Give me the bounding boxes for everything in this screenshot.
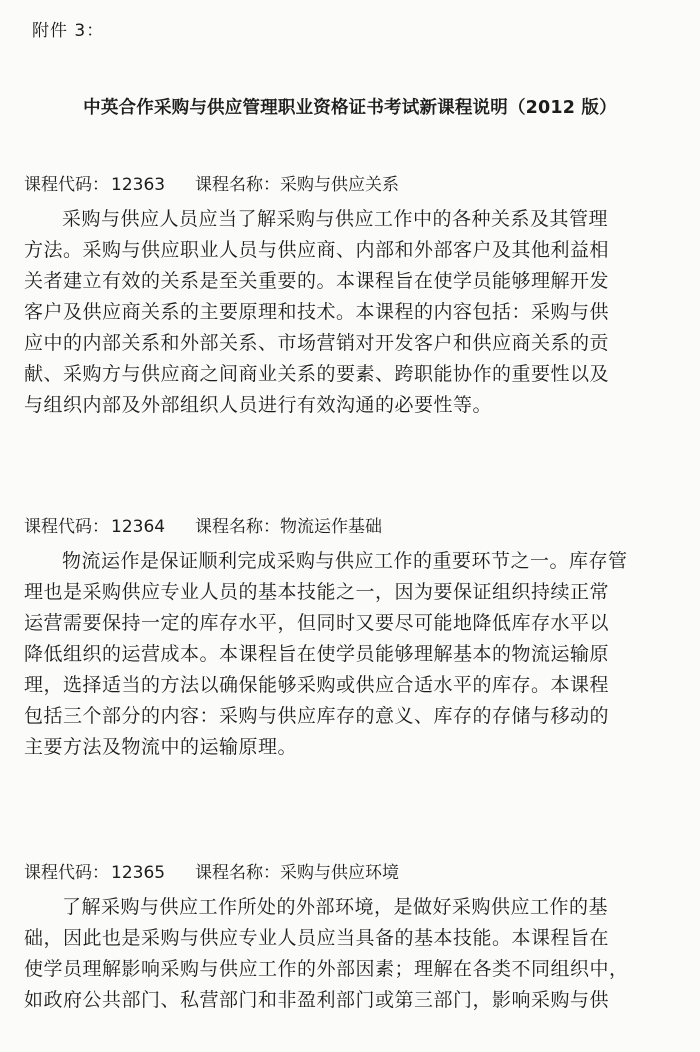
course-name-label: 课程名称： (195, 175, 280, 195)
description-line: 与组织内部及外部组织人员进行有效沟通的必要性等。 (24, 394, 493, 416)
description-line: 采购与供应人员应当了解采购与供应工作中的各种关系及其管理 (62, 208, 609, 230)
description-line: 关者建立有效的关系是至关重要的。本课程旨在使学员能够理解开发 (24, 270, 610, 292)
document-title: 中英合作采购与供应管理职业资格证书考试新课程说明（2012 版） (83, 98, 617, 118)
description-line: 了解采购与供应工作所处的外部环境，是做好采购供应工作的基 (62, 896, 609, 918)
description-line: 客户及供应商关系的主要原理和技术。本课程的内容包括：采购与供 (24, 301, 610, 323)
description-line: 理也是采购供应专业人员的基本技能之一，因为要保证组织持续正常 (24, 581, 610, 603)
attachment-label: 附件 3： (32, 21, 105, 41)
course-section-12364 (24, 514, 686, 763)
description-line: 运营需要保持一定的库存水平，但同时又要尽可能地降低库存水平以 (24, 612, 610, 634)
course-code-label: 课程代码： (24, 175, 109, 195)
course-name-label: 课程名称： (195, 863, 280, 883)
course-description (24, 204, 686, 421)
course-header (24, 860, 686, 886)
description-line: 应中的内部关系和外部关系、市场营销对开发客户和供应商关系的贡 (24, 332, 610, 354)
course-name: 采购与供应关系 (280, 175, 399, 195)
description-line: 理，选择适当的方法以确保能够采购或供应合适水平的库存。本课程 (24, 674, 610, 696)
course-section-12365 (24, 860, 686, 1016)
course-description (24, 546, 686, 763)
description-line: 降低组织的运营成本。本课程旨在使学员能够理解基本的物流运输原 (24, 643, 610, 665)
course-code: 12363 (111, 175, 166, 195)
course-section-12363 (24, 172, 686, 421)
course-description (24, 892, 686, 1016)
description-line: 包括三个部分的内容：采购与供应库存的意义、库存的存储与移动的 (24, 705, 610, 727)
description-line: 物流运作是保证顺利完成采购与供应工作的重要环节之一。库存管 (62, 550, 628, 572)
description-line: 础，因此也是采购与供应专业人员应当具备的基本技能。本课程旨在 (24, 927, 610, 949)
course-code: 12364 (111, 517, 166, 537)
description-line: 献、采购方与供应商之间商业关系的要素、跨职能协作的重要性以及 (24, 363, 610, 385)
course-code: 12365 (111, 863, 166, 883)
course-name-label: 课程名称： (195, 517, 280, 537)
course-name: 物流运作基础 (280, 517, 382, 537)
course-header (24, 514, 686, 540)
description-line: 使学员理解影响采购与供应工作的外部因素；理解在各类不同组织中， (24, 958, 629, 980)
course-code-label: 课程代码： (24, 863, 109, 883)
course-code-label: 课程代码： (24, 517, 109, 537)
description-line: 主要方法及物流中的运输原理。 (24, 736, 298, 758)
course-header (24, 172, 686, 198)
course-name: 采购与供应环境 (280, 863, 399, 883)
description-line: 如政府公共部门、私营部门和非盈利部门或第三部门，影响采购与供 (24, 989, 610, 1011)
description-line: 方法。采购与供应职业人员与供应商、内部和外部客户及其他利益相 (24, 239, 610, 261)
